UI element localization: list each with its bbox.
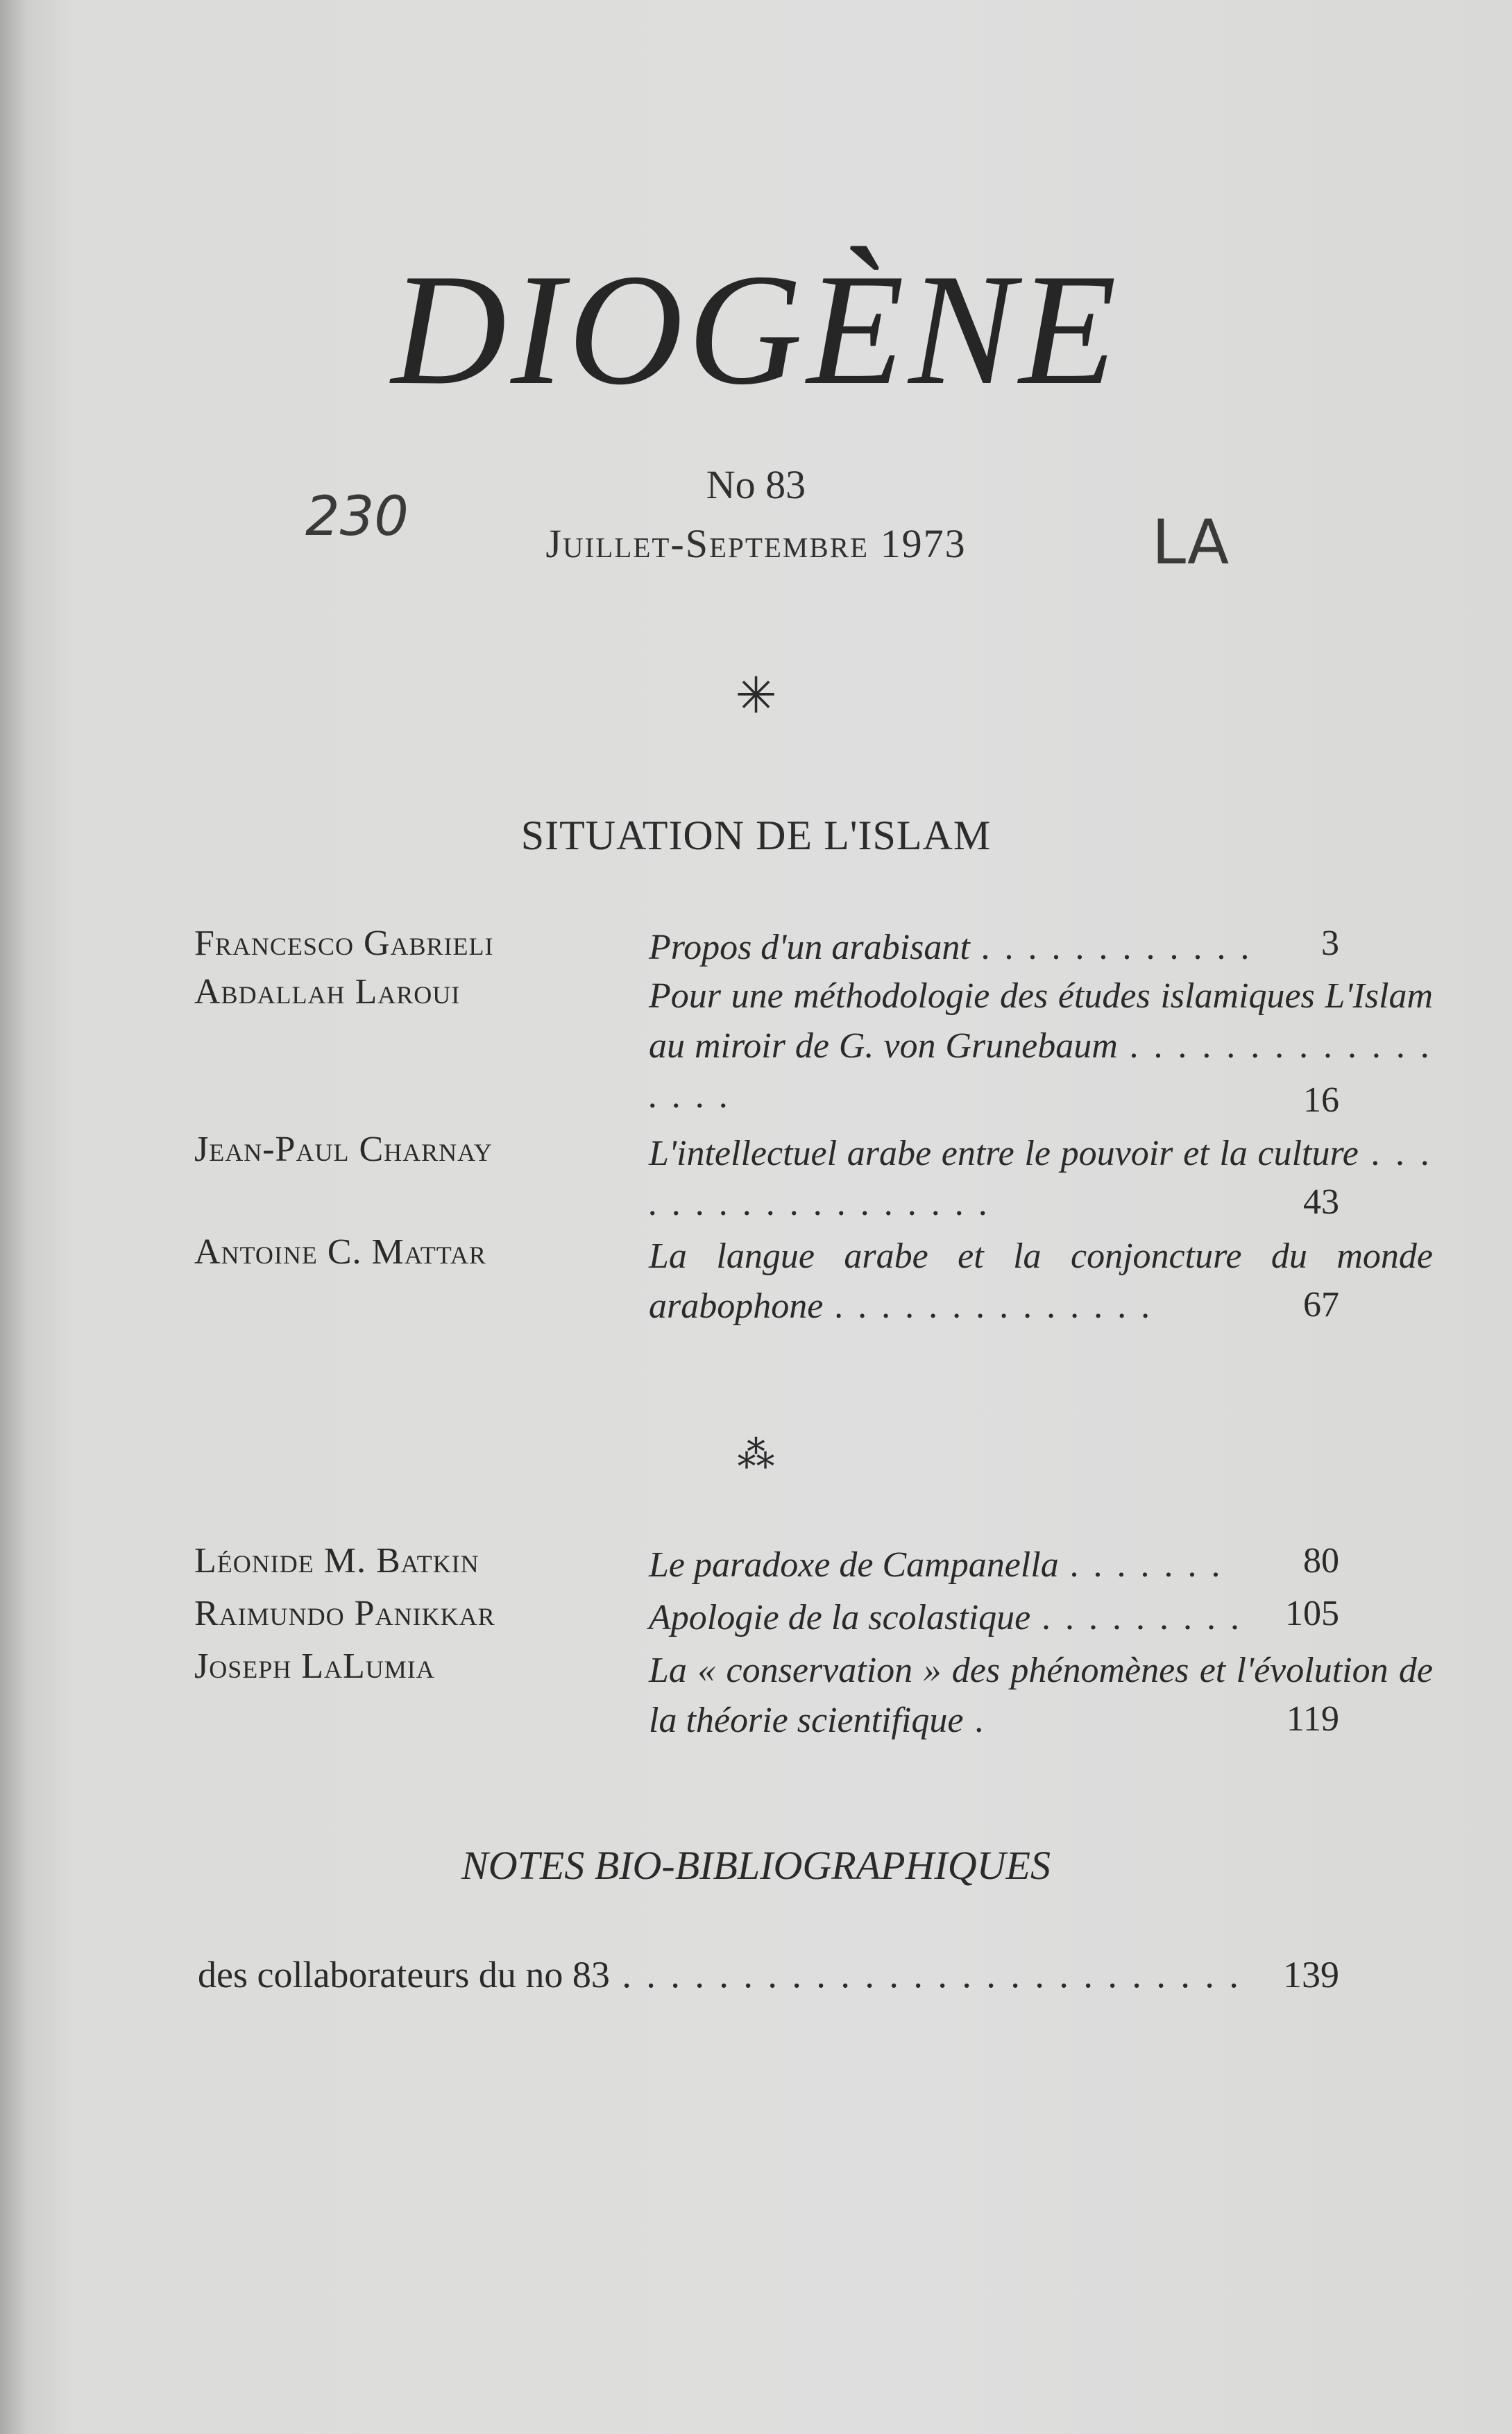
notes-entry-label: des collaborateurs du no 83 xyxy=(198,1954,610,1995)
entry-author: Joseph LaLumia xyxy=(194,1646,435,1686)
entry-title: Apologie de la scolastique xyxy=(649,1598,1031,1637)
entry-title: Propos d'un arabisant xyxy=(649,928,970,967)
section-title: SITUATION DE L'ISLAM xyxy=(520,812,992,858)
entry-author: Raimundo Panikkar xyxy=(194,1594,495,1633)
asterism-ornament-icon: ⁂ xyxy=(737,1434,775,1476)
handwritten-note-left: 230 xyxy=(305,486,409,548)
notes-title: NOTES BIO-BIBLIOGRAPHIQUES xyxy=(461,1843,1051,1888)
issue-number: No 83 xyxy=(706,462,806,507)
entry-author: Abdallah Laroui xyxy=(194,972,461,1012)
journal-title: DIOGÈNE xyxy=(391,241,1121,418)
entry-page: 119 xyxy=(1286,1699,1339,1739)
entry-title: Le paradoxe de Campanella xyxy=(649,1545,1059,1585)
entry-title: Pour une méthodologie des études islamiques L'Islam au miroir de G. von Grunebaum xyxy=(649,976,1433,1066)
entry-author: Léonide M. Batkin xyxy=(194,1541,479,1581)
entry-page: 105 xyxy=(1285,1594,1339,1633)
issue-date: Juillet-Septembre 1973 xyxy=(545,521,967,566)
entry-author: Jean-Paul Charnay xyxy=(194,1130,493,1169)
entry-title: L'intellectuel arabe entre le pouvoir et la culture xyxy=(649,1134,1359,1173)
entry-title: La langue arabe et la conjoncture du monde arabophone xyxy=(649,1236,1433,1326)
entry-author: Francesco Gabrieli xyxy=(194,924,494,963)
notes-entry: des collaborateurs du no 83 . . . . . . . . . . . . . . . . . . . . . . . . . . 139 xyxy=(198,1954,1339,1995)
star-ornament-icon: ✳ xyxy=(735,668,777,724)
notes-entry-page: 139 xyxy=(1283,1954,1339,1995)
entry-page: 67 xyxy=(1303,1285,1339,1325)
entry-page: 43 xyxy=(1303,1182,1339,1222)
handwritten-note-right: LA xyxy=(1152,507,1230,578)
entry-page: 3 xyxy=(1321,924,1339,963)
entry-title: La « conservation » des phénomènes et l'évolution de la théorie scientifique xyxy=(649,1651,1433,1740)
entry-page: 80 xyxy=(1303,1541,1339,1581)
entry-page: 16 xyxy=(1303,1080,1339,1120)
entry-author: Antoine C. Mattar xyxy=(194,1232,486,1272)
